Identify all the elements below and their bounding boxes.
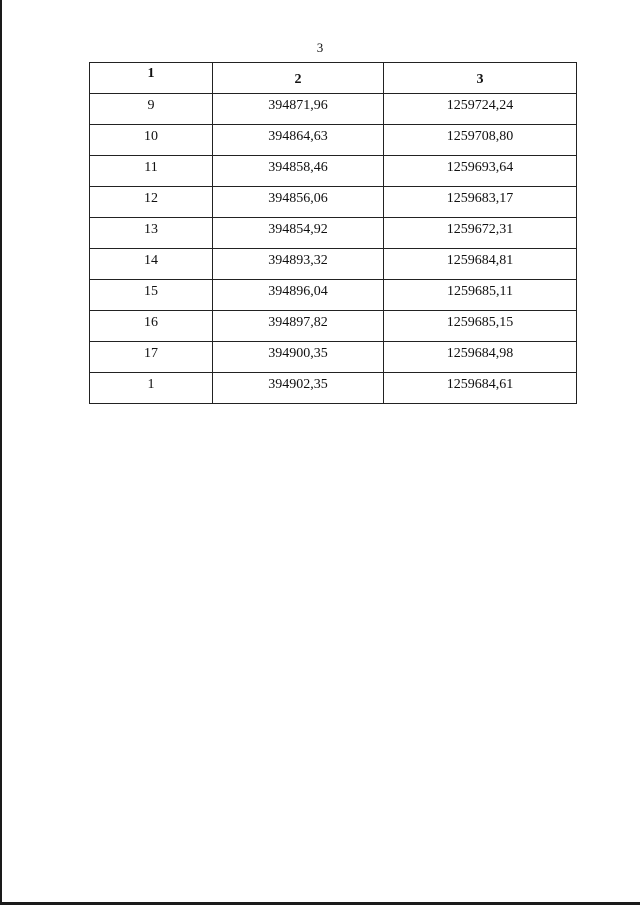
point-number-cell bbox=[90, 218, 213, 249]
table-row bbox=[90, 125, 577, 156]
table-row bbox=[90, 187, 577, 218]
cell-text: 394871,96 bbox=[268, 98, 328, 113]
y-coordinate-cell bbox=[384, 249, 577, 280]
y-coordinate-cell bbox=[384, 187, 577, 218]
cell-text: 1259672,31 bbox=[446, 222, 514, 237]
y-coordinate-cell bbox=[384, 373, 577, 404]
x-coordinate-cell bbox=[213, 249, 384, 280]
cell-text: 14 bbox=[144, 253, 158, 268]
cell-text: 16 bbox=[144, 315, 158, 330]
y-coordinate-cell bbox=[384, 125, 577, 156]
y-coordinate-cell bbox=[384, 280, 577, 311]
cell-text: 1259708,80 bbox=[446, 129, 514, 144]
y-coordinate-cell bbox=[384, 94, 577, 125]
cell-text: 394897,82 bbox=[268, 315, 328, 330]
coordinates-table bbox=[89, 62, 577, 404]
cell-text: 1259684,61 bbox=[446, 377, 514, 392]
scan-left-edge bbox=[0, 0, 2, 905]
cell-text: 17 bbox=[144, 346, 158, 361]
cell-text: 11 bbox=[144, 160, 158, 175]
cell-text: 15 bbox=[144, 284, 158, 299]
point-number-cell bbox=[90, 156, 213, 187]
cell-text: 13 bbox=[144, 222, 158, 237]
table-row bbox=[90, 280, 577, 311]
cell-text: 9 bbox=[147, 98, 155, 113]
x-coordinate-cell bbox=[213, 342, 384, 373]
cell-text: 1259685,15 bbox=[446, 315, 514, 330]
header-cell-2 bbox=[213, 63, 384, 94]
table-row bbox=[90, 311, 577, 342]
point-number-cell bbox=[90, 311, 213, 342]
point-number-cell bbox=[90, 187, 213, 218]
y-coordinate-cell bbox=[384, 156, 577, 187]
cell-text: 394900,35 bbox=[268, 346, 328, 361]
x-coordinate-cell bbox=[213, 156, 384, 187]
table-row bbox=[90, 249, 577, 280]
table-row bbox=[90, 218, 577, 249]
cell-text: 394896,04 bbox=[268, 284, 328, 299]
cell-text: 1259683,17 bbox=[446, 191, 514, 206]
point-number-cell bbox=[90, 249, 213, 280]
header-cell-1 bbox=[90, 63, 213, 94]
cell-text: 394858,46 bbox=[268, 160, 328, 175]
cell-text: 1 bbox=[147, 377, 155, 392]
point-number-cell bbox=[90, 125, 213, 156]
table-row bbox=[90, 94, 577, 125]
x-coordinate-cell bbox=[213, 94, 384, 125]
x-coordinate-cell bbox=[213, 218, 384, 249]
y-coordinate-cell bbox=[384, 342, 577, 373]
point-number-cell bbox=[90, 280, 213, 311]
cell-text: 1259693,64 bbox=[446, 160, 514, 175]
cell-text: 394854,92 bbox=[268, 222, 328, 237]
page-number: 3 bbox=[316, 40, 324, 55]
cell-text: 394902,35 bbox=[268, 377, 328, 392]
header-label: 1 bbox=[147, 66, 155, 81]
y-coordinate-cell bbox=[384, 311, 577, 342]
cell-text: 10 bbox=[144, 129, 158, 144]
cell-text: 12 bbox=[144, 191, 158, 206]
table-row bbox=[90, 156, 577, 187]
y-coordinate-cell bbox=[384, 218, 577, 249]
table-row bbox=[90, 342, 577, 373]
cell-text: 394893,32 bbox=[268, 253, 328, 268]
x-coordinate-cell bbox=[213, 373, 384, 404]
table-header-row bbox=[90, 63, 577, 94]
cell-text: 1259724,24 bbox=[446, 98, 514, 113]
point-number-cell bbox=[90, 94, 213, 125]
cell-text: 1259685,11 bbox=[447, 284, 513, 299]
x-coordinate-cell bbox=[213, 311, 384, 342]
point-number-cell bbox=[90, 373, 213, 404]
x-coordinate-cell bbox=[213, 187, 384, 218]
cell-text: 1259684,81 bbox=[446, 253, 514, 268]
point-number-cell bbox=[90, 342, 213, 373]
table-row bbox=[90, 373, 577, 404]
cell-text: 394864,63 bbox=[268, 129, 328, 144]
cell-text: 394856,06 bbox=[268, 191, 328, 206]
header-cell-3 bbox=[384, 63, 577, 94]
header-label: 2 bbox=[294, 72, 302, 87]
header-label: 3 bbox=[476, 72, 484, 87]
x-coordinate-cell bbox=[213, 125, 384, 156]
cell-text: 1259684,98 bbox=[446, 346, 514, 361]
x-coordinate-cell bbox=[213, 280, 384, 311]
